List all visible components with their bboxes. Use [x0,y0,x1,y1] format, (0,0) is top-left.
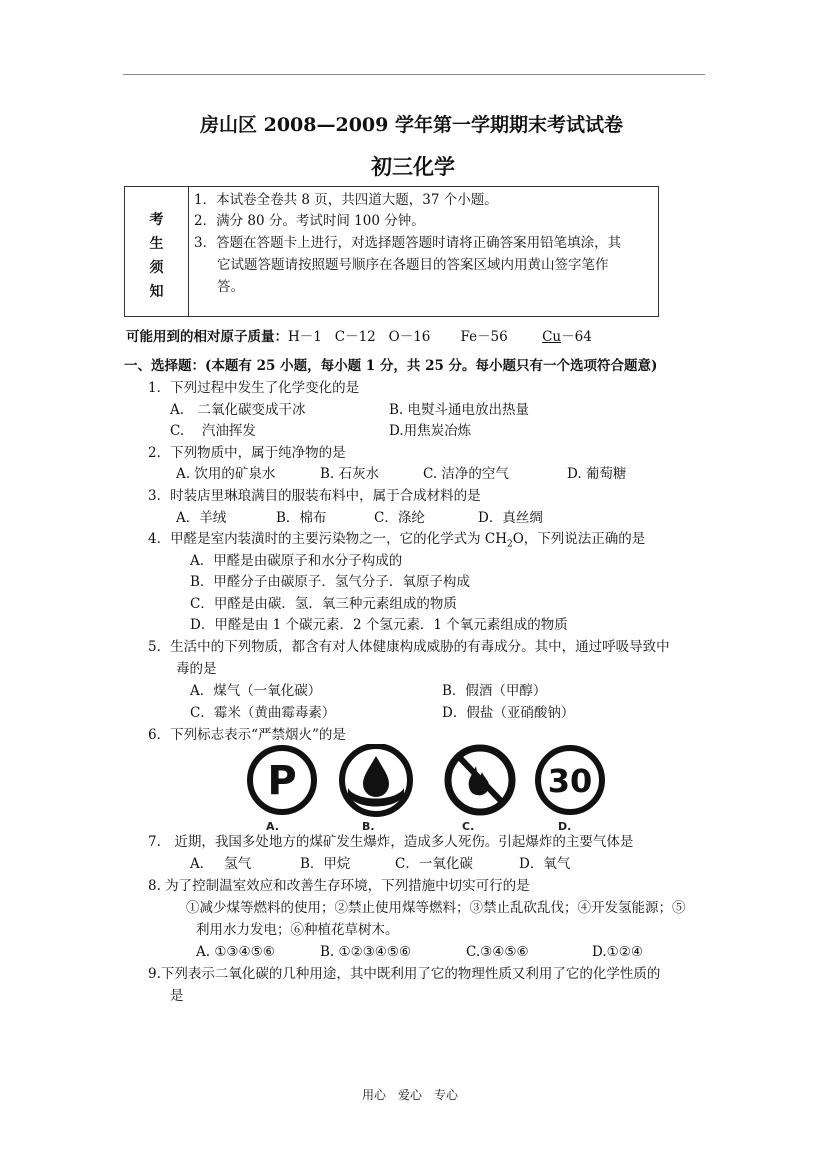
notice-label-cell [125,187,189,316]
exam-subtitle: 初三化学 [371,154,455,179]
atomic-mass-c: C－12 [334,329,376,345]
q3-option-c: C．涤纶 [374,510,425,526]
notice-item: 答。 [217,279,244,295]
q6-label-d: D. [558,820,572,832]
atomic-mass-label: 可能用到的相对原子质量： [126,329,288,345]
q7-stem: 7. 近期，我国多处地方的煤矿发生爆炸，造成多人死伤。引起爆炸的主要气体是 [148,834,634,850]
q5-option-b: B．假酒（甲醇） [442,683,547,699]
q6-signs [240,744,610,832]
q3-option-d: D．真丝绸 [478,510,543,526]
q5-stem: 5．生活中的下列物质，都含有对人体健康构成威胁的有毒成分。其中，通过呼吸导致中 [148,639,670,655]
q2-option-a: A. 饮用的矿泉水 [176,466,276,482]
section1-heading: 一、选择题：(本题有 25 小题，每小题 1 分，共 25 分。每小题只有一个选项符合题意) [124,358,658,374]
notice-label-char: 生 [149,236,164,252]
q1-stem: 1．下列过程中发生了化学变化的是 [148,380,360,396]
q9-stem: 9.下列表示二氧化碳的几种用途，其中既利用了它的物理性质又利用了它的化学性质的 [148,966,661,982]
q2-stem: 2．下列物质中，属于纯净物的是 [148,445,346,461]
q5-stem-cont: 毒的是 [176,661,217,677]
sign-parking-icon [250,748,314,812]
q2-option-c: C. 洁净的空气 [423,466,509,482]
q7-option-d: D．氧气 [519,856,571,872]
q4-option-b: B．甲醛分子由碳原子．氢气分子．氧原子构成 [190,574,470,590]
sign-water-drop-icon [342,746,410,814]
q3-option-b: B．棉布 [276,510,327,526]
q8-stem: 8. 为了控制温室效应和改善生存环境，下列措施中切实可行的是 [148,878,530,894]
notice-label-char: 考 [149,212,164,228]
q4-option-d: D．甲醛是由 1 个碳元素．2 个氢元素．1 个氧元素组成的物质 [190,617,568,633]
q7-option-a: A． 氢气 [190,856,252,872]
q6-label-a: A. [266,820,279,832]
q5-option-c: C．霉米（黄曲霉毒素） [190,705,336,721]
q3-option-a: A．羊绒 [176,510,227,526]
notice-item: 1．本试卷全卷共 8 页，共四道大题，37 个小题。 [194,192,498,208]
svg-text:30: 30 [547,762,593,800]
q5-option-a: A．煤气（一氧化碳） [190,683,322,699]
atomic-mass-cu-value: －64 [561,329,592,345]
q4-option-c: C．甲醛是由碳．氢．氧三种元素组成的物质 [190,596,457,612]
q4-option-a: A．甲醛是由碳原子和水分子构成的 [190,553,403,569]
q7-option-c: C．一氧化碳 [395,856,473,872]
sign-no-fire-icon [448,748,512,812]
q8-statements: ①减少煤等燃料的使用；②禁止使用煤等燃料；③禁止乱砍乱伐；④开发氢能源；⑤ [186,900,686,916]
q8-option-a: A. ①③④⑤⑥ [196,944,275,960]
atomic-mass-cu: Cu [542,329,562,345]
q6-label-b: B. [362,820,375,832]
q1-option-d: D.用焦炭冶炼 [389,423,472,439]
notice-label-char: 知 [149,284,164,300]
q2-option-d: D. 葡萄糖 [567,466,627,482]
svg-text:P: P [267,758,297,804]
exam-title: 房山区 2008—2009 学年第一学期期末考试试卷 [200,114,623,136]
header-rule [123,74,705,75]
notice-item: 它试题答题请按照题号顺序在各题目的答案区域内用黄山签字笔作 [217,257,609,273]
atomic-mass-h: H－1 [288,329,322,345]
atomic-mass-o: O－16 [388,329,431,345]
q8-option-d: D.①②④ [592,944,643,960]
q9-stem-cont: 是 [170,988,184,1004]
sign-speed-30-icon [538,748,602,812]
notice-box [124,186,659,317]
atomic-mass-line [126,329,592,345]
q8-option-b: B. ①②③④⑤⑥ [320,944,412,960]
page-footer: 用心 爱心 专心 [362,1088,459,1102]
q4-stem: 4．甲醛是室内装潢时的主要污染物之一，它的化学式为 $CH_2O$，下列说法正确的是 [148,531,646,550]
q7-option-b: B．甲烷 [300,856,351,872]
q6-stem: 6．下列标志表示“严禁烟火”的是 [148,727,346,743]
q2-option-b: B. 石灰水 [320,466,380,482]
notice-label-char: 须 [149,260,164,276]
q1-option-a: A. 二氧化碳变成干冰 [170,402,306,418]
q1-option-c: C. 汽油挥发 [170,423,256,439]
q5-option-d: D．假盐（亚硝酸钠） [442,705,575,721]
q6-label-c: C. [462,820,475,832]
notice-item: 3．答题在答题卡上进行，对选择题答题时请将正确答案用铅笔填涂，其 [194,235,622,251]
q1-option-b: B. 电熨斗通电放出热量 [389,402,530,418]
q8-option-c: C.③④⑤⑥ [466,944,529,960]
q8-statements-cont: 利用水力发电；⑥种植花草树木。 [196,922,399,938]
atomic-mass-fe: Fe－56 [460,329,508,345]
q3-stem: 3．时装店里琳琅满目的服装布料中，属于合成材料的是 [148,488,481,504]
notice-item: 2．满分 80 分。考试时间 100 分钟。 [194,213,425,229]
